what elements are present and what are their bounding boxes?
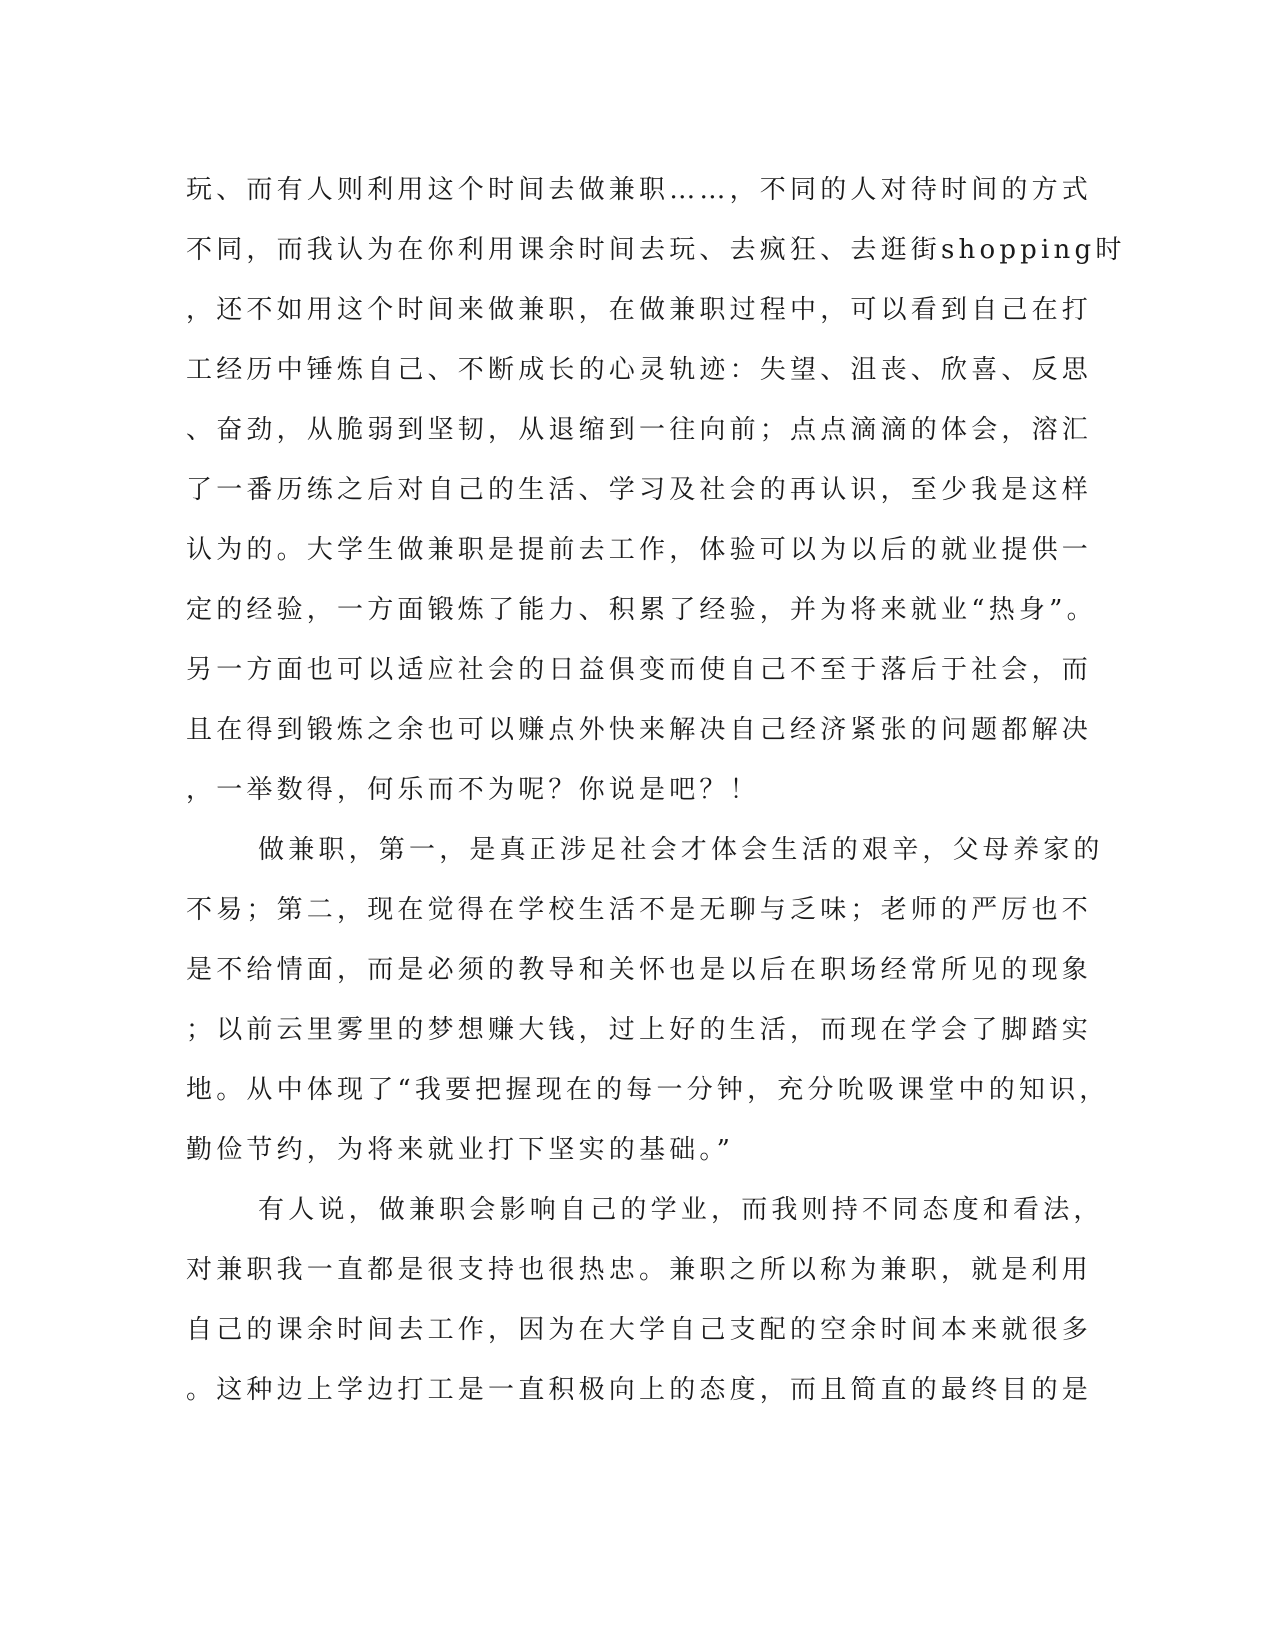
text-line: ，还不如用这个时间来做兼职，在做兼职过程中，可以看到自己在打 xyxy=(186,295,1093,325)
paragraph-start-line: 有人说，做兼职会影响自己的学业，而我则持不同态度和看法， xyxy=(258,1195,1104,1225)
text-line: 地。从中体现了“我要把握现在的每一分钟，充分吮吸课堂中的知识， xyxy=(186,1075,1110,1105)
text-line: 对兼职我一直都是很支持也很热忠。兼职之所以称为兼职，就是利用 xyxy=(186,1255,1093,1285)
text-line: 勤俭节约，为将来就业打下坚实的基础。” xyxy=(186,1135,735,1165)
text-line: ；以前云里雾里的梦想赚大钱，过上好的生活，而现在学会了脚踏实 xyxy=(186,1015,1093,1045)
text-line: 另一方面也可以适应社会的日益俱变而使自己不至于落后于社会，而 xyxy=(186,655,1093,685)
text-line: 。这种边上学边打工是一直积极向上的态度，而且简直的最终目的是 xyxy=(186,1375,1093,1405)
text-line: 是不给情面，而是必须的教导和关怀也是以后在职场经常所见的现象 xyxy=(186,955,1093,985)
text-line: 且在得到锻炼之余也可以赚点外快来解决自己经济紧张的问题都解决 xyxy=(186,715,1093,745)
text-line: 定的经验，一方面锻炼了能力、积累了经验，并为将来就业“热身”。 xyxy=(186,595,1097,625)
text-line: 认为的。大学生做兼职是提前去工作，体验可以为以后的就业提供一 xyxy=(186,535,1093,565)
text-line: 自己的课余时间去工作，因为在大学自己支配的空余时间本来就很多 xyxy=(186,1315,1093,1345)
text-line: 不同，而我认为在你利用课余时间去玩、去疯狂、去逛街shopping时 xyxy=(186,235,1126,265)
text-line: 玩、而有人则利用这个时间去做兼职……，不同的人对待时间的方式 xyxy=(186,175,1093,205)
text-line: 工经历中锤炼自己、不断成长的心灵轨迹：失望、沮丧、欣喜、反思 xyxy=(186,355,1093,385)
text-line: 不易；第二，现在觉得在学校生活不是无聊与乏味；老师的严厉也不 xyxy=(186,895,1093,925)
text-line: 了一番历练之后对自己的生活、学习及社会的再认识，至少我是这样 xyxy=(186,475,1093,505)
paragraph-start-line: 做兼职，第一，是真正涉足社会才体会生活的艰辛，父母养家的 xyxy=(258,835,1104,865)
text-line: 、奋劲，从脆弱到坚韧，从退缩到一往向前；点点滴滴的体会，溶汇 xyxy=(186,415,1093,445)
body-text xyxy=(186,160,1126,1420)
text-line: ，一举数得，何乐而不为呢？你说是吧？！ xyxy=(186,775,760,805)
